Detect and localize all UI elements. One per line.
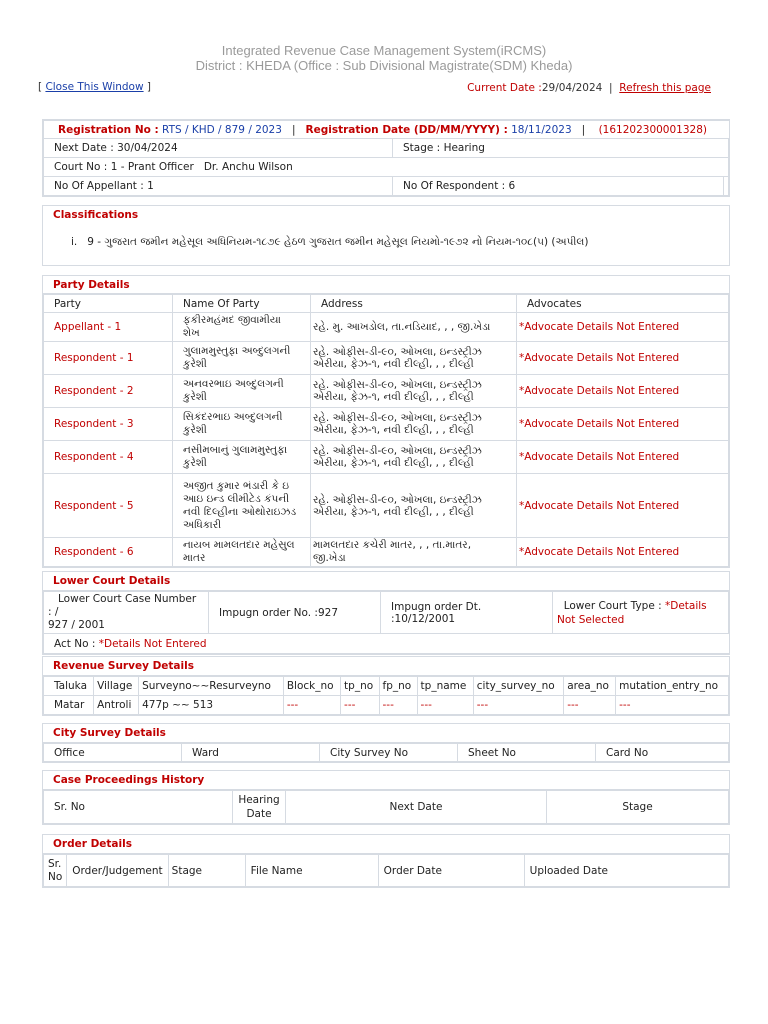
col-header: Next Date <box>286 791 547 824</box>
impugn-no-label: Impugn order No. : <box>219 606 318 619</box>
name-col-header: Name Of Party <box>173 295 311 313</box>
party-advocate: *Advocate Details Not Entered <box>517 342 729 375</box>
party-role: Respondent - 5 <box>44 474 173 538</box>
close-window-link[interactable]: Close This Window <box>45 81 144 93</box>
tp-no-value: --- <box>341 696 379 715</box>
party-header-row <box>44 295 729 313</box>
table-row <box>44 441 729 474</box>
party-role: Respondent - 1 <box>44 342 173 375</box>
reg-no: RTS / KHD / 879 / 2023 <box>162 123 282 136</box>
stage-label: Stage : <box>403 142 441 154</box>
refresh-page-link[interactable]: Refresh this page <box>619 82 711 94</box>
appellant-count-cell <box>44 177 393 196</box>
reg-sep: | <box>291 123 296 136</box>
party-table <box>43 294 729 567</box>
respondent-count-cell <box>393 177 724 196</box>
party-role: Respondent - 6 <box>44 538 173 567</box>
col-header: Office <box>44 744 182 762</box>
col-header: Stage <box>547 791 729 824</box>
col-header: fp_no <box>379 677 417 696</box>
stage-cell <box>393 139 729 158</box>
stage-value: Hearing <box>443 142 485 154</box>
case-id: (161202300001328) <box>598 123 707 136</box>
impugn-no-cell <box>209 592 381 634</box>
party-role: Respondent - 2 <box>44 375 173 408</box>
lower-court-case-number: 927 / 2001 <box>48 619 105 631</box>
classification-num: i. <box>71 236 78 248</box>
party-advocate: *Advocate Details Not Entered <box>517 441 729 474</box>
col-header: Uploaded Date <box>524 855 728 887</box>
current-date: 29/04/2024 <box>541 82 603 94</box>
party-advocate: *Advocate Details Not Entered <box>517 313 729 342</box>
party-address: રહે. મુ. આખડોલ, તા.નડિયાદ, , , જી.ખેડા <box>311 313 517 342</box>
col-header: Order/Judgement <box>67 855 168 887</box>
page-header <box>0 0 768 73</box>
party-advocate: *Advocate Details Not Entered <box>517 474 729 538</box>
lower-court-type-value: *Details Not Selected <box>557 599 707 626</box>
lower-court-type-cell <box>553 592 729 634</box>
col-header: city_survey_no <box>473 677 563 696</box>
advocates-col-header: Advocates <box>517 295 729 313</box>
col-header: Sr. No <box>44 855 67 887</box>
party-address: રહે. ઓફીસ-ડી-૯૦, ઓખલા, ઇન્ડસ્ટ્રીઝ એરીયા, ફેઝ-૧, નવી દીલ્હી, , , દીલ્હી <box>311 342 517 375</box>
table-row <box>44 375 729 408</box>
party-address: રહે. ઓફીસ-ડી-૯૦, ઓખલા, ઇન્ડસ્ટ્રીઝ એરીયા, ફેઝ-૧, નવી દીલ્હી, , , દીલ્હી <box>311 441 517 474</box>
party-address: રહે. ઓફીસ-ડી-૯૦, ઓખલા, ઇન્ડસ્ટ્રીઝ એરીયા, ફેઝ-૧, નવી દીલ્હી, , , દીલ્હી <box>311 408 517 441</box>
col-header: mutation_entry_no <box>616 677 729 696</box>
lower-court-case-cell <box>44 592 209 634</box>
party-details-section <box>42 275 730 568</box>
party-col-header: Party <box>44 295 173 313</box>
act-no-cell <box>44 634 729 654</box>
col-header: Village <box>94 677 139 696</box>
col-header: Surveyno~~Resurveyno <box>139 677 284 696</box>
col-header: File Name <box>245 855 378 887</box>
party-address: રહે. ઓફીસ-ડી-૯૦, ઓખલા, ઇન્ડસ્ટ્રીઝ એરીયા, ફેઝ-૧, નવી દીલ્હી, , , દીલ્હી <box>311 474 517 538</box>
mutation-entry-no-value: --- <box>616 696 729 715</box>
classification-item <box>43 224 729 249</box>
survey-no-value: 477p ~~ 513 <box>139 696 284 715</box>
order-details-title: Order Details <box>43 835 729 854</box>
col-header: area_no <box>564 677 616 696</box>
next-date: 30/04/2024 <box>117 142 178 154</box>
court-label: Court No : <box>54 161 108 173</box>
court-value: 1 - Prant Officer <box>110 161 194 173</box>
registration-row <box>44 121 729 139</box>
city-survey-section <box>42 723 730 763</box>
party-address: રહે. ઓફીસ-ડી-૯૦, ઓખલા, ઇન્ડસ્ટ્રીઝ એરીયા, ફેઝ-૧, નવી દીલ્હી, , , દીલ્હી <box>311 375 517 408</box>
reg-date-label: Registration Date (DD/MM/YYYY) : <box>305 123 508 136</box>
col-header: tp_name <box>417 677 473 696</box>
col-header: Ward <box>182 744 320 762</box>
table-row <box>44 696 729 715</box>
system-title: Integrated Revenue Case Management System(iRCMS) <box>221 43 547 58</box>
party-name: અનવરભાઇ અબ્દુલગની કુરેશી <box>173 375 311 408</box>
revenue-survey-title: Revenue Survey Details <box>43 657 729 676</box>
col-header: Hearing Date <box>233 791 286 824</box>
party-details-title: Party Details <box>43 276 729 294</box>
tp-name-value: --- <box>417 696 473 715</box>
empty-cell <box>724 177 729 196</box>
col-header: Order Date <box>378 855 524 887</box>
address-col-header: Address <box>311 295 517 313</box>
impugn-no: 927 <box>317 606 338 619</box>
impugn-date-cell <box>381 592 553 634</box>
party-name: ફકીરમહંમદ જીવામીયા શેખ <box>173 313 311 342</box>
city-survey-title: City Survey Details <box>43 724 729 743</box>
appellant-count-label: No Of Appellant : <box>54 180 144 192</box>
act-no-label: Act No : <box>54 637 96 650</box>
col-header: Sheet No <box>458 744 596 762</box>
col-header: Sr. No <box>44 791 233 824</box>
district-office-title: District : KHEDA (Office : Sub Divisional Magistrate(SDM) Kheda) <box>195 58 573 73</box>
lower-court-section <box>42 571 730 655</box>
reg-date: 18/11/2023 <box>511 123 572 136</box>
classifications-title: Classifications <box>53 209 139 221</box>
party-name: નસીમબાનું ગુલામમુસ્તુફા કુરેશી <box>173 441 311 474</box>
lower-court-type-label: Lower Court Type : <box>563 599 662 612</box>
party-advocate: *Advocate Details Not Entered <box>517 538 729 567</box>
court-cell <box>44 158 729 177</box>
table-row <box>44 313 729 342</box>
party-name: સિકંદરભાઇ અબ્દુલગની કુરેશી <box>173 408 311 441</box>
respondent-count-label: No Of Respondent : <box>403 180 506 192</box>
fp-no-value: --- <box>379 696 417 715</box>
party-role: Respondent - 4 <box>44 441 173 474</box>
party-name: અજીત કુમાર ભંડારી કે ઇ આઇ ઇન્ડ લીમીટેડ કંપની નવી દિલ્હીના ઓથોરાઇઝડ અધિકારી <box>173 474 311 538</box>
party-name: નાયબ મામલતદાર મહેસુલ માતર <box>173 538 311 567</box>
col-header: City Survey No <box>320 744 458 762</box>
revenue-survey-section <box>42 656 730 716</box>
party-advocate: *Advocate Details Not Entered <box>517 375 729 408</box>
top-bar <box>38 81 711 97</box>
revenue-header-row <box>44 677 729 696</box>
impugn-date: 10/12/2001 <box>394 612 456 625</box>
party-role: Respondent - 3 <box>44 408 173 441</box>
col-header: tp_no <box>341 677 379 696</box>
city-survey-no-value: --- <box>473 696 563 715</box>
current-date-label: Current Date : <box>467 82 542 94</box>
col-header: Block_no <box>283 677 340 696</box>
classification-text: 9 - ગુજરાત જમીન મહેસૂલ અધિનિયમ-૧૮૭૯ હેઠળ ગુજરાત જમીન મહેસૂલ નિયમો-૧૯૭૨ નો નિયમ-૧૦૮(૫) (અપીલ) <box>87 236 589 248</box>
date-refresh <box>467 82 711 94</box>
col-header: Taluka <box>44 677 94 696</box>
col-header: Card No <box>596 744 729 762</box>
area-no-value: --- <box>564 696 616 715</box>
party-advocate: *Advocate Details Not Entered <box>517 408 729 441</box>
officer-name: Dr. Anchu Wilson <box>203 161 293 173</box>
lower-court-case-label: Lower Court Case Number : / <box>48 593 197 618</box>
proceedings-section <box>42 770 730 825</box>
appellant-count: 1 <box>147 180 154 192</box>
order-details-section <box>42 834 730 888</box>
proceedings-title: Case Proceedings History <box>43 771 729 790</box>
party-name: ગુલામમુસ્તુફા અબ્દુલગની કુરેશી <box>173 342 311 375</box>
case-summary <box>42 119 730 197</box>
village-value: Antroli <box>94 696 139 715</box>
block-no-value: --- <box>283 696 340 715</box>
party-role: Appellant - 1 <box>44 313 173 342</box>
next-date-cell <box>44 139 393 158</box>
party-address: મામલતદાર કચેરી માતર, , , તા.માતર, જી.ખેડા <box>311 538 517 567</box>
next-date-label: Next Date : <box>54 142 114 154</box>
close-window-wrapper: [ Close This Window ] <box>38 81 152 93</box>
impugn-date-label: Impugn order Dt. : <box>391 600 482 625</box>
lower-court-title: Lower Court Details <box>43 572 729 591</box>
reg-sep-2: | <box>581 123 586 136</box>
separator: | <box>609 82 613 94</box>
table-row <box>44 538 729 567</box>
act-no-value: *Details Not Entered <box>98 637 207 650</box>
table-row <box>44 474 729 538</box>
table-row <box>44 342 729 375</box>
classifications-section <box>42 205 730 266</box>
table-row <box>44 408 729 441</box>
respondent-count: 6 <box>508 180 516 192</box>
taluka-value: Matar <box>44 696 94 715</box>
reg-no-label: Registration No : <box>58 123 159 136</box>
col-header: Stage <box>168 855 245 887</box>
